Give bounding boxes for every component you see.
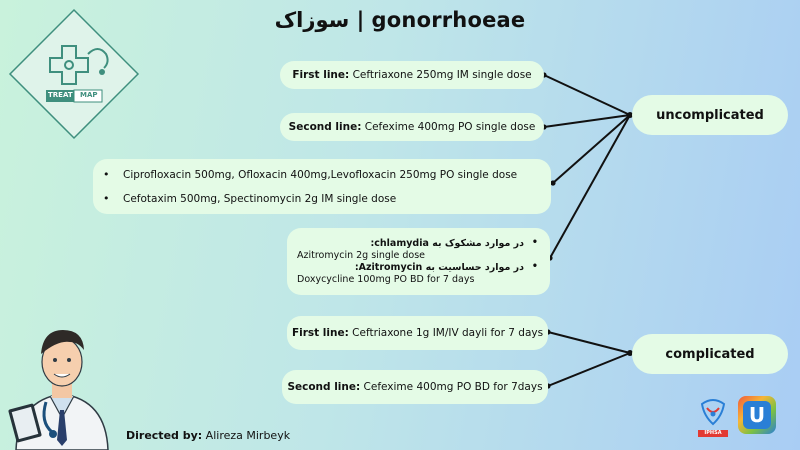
complicated-label: complicated <box>632 334 788 374</box>
first-line-label: First line: <box>292 69 350 81</box>
alternative-item: • Cefotaxim 500mg, Spectinomycin 2g IM single dose <box>123 193 396 205</box>
iphsa-logo-icon <box>698 398 728 426</box>
footer-credit <box>126 429 290 442</box>
treatmap-logo <box>8 8 140 140</box>
iphsa-label: IPHSA <box>698 430 728 437</box>
logo-diamond-icon <box>8 8 140 140</box>
chlamydia-heading: • در موارد مشکوک به chlamydia: <box>297 238 540 249</box>
connector-dot <box>550 180 555 185</box>
iphsa-badge <box>698 398 728 434</box>
logo-text-left: TREAT <box>48 91 73 99</box>
logo-text-right: MAP <box>80 91 98 99</box>
first-line-text: Ceftriaxone 250mg IM single dose <box>349 69 532 81</box>
connector-line <box>548 353 630 386</box>
uncomplicated-notes <box>287 228 550 295</box>
footer-label: Directed by: <box>126 429 203 442</box>
allergy-heading: • در موارد حساسیت به Azitromycin: <box>297 262 540 273</box>
complicated-first-line <box>287 316 548 350</box>
footer-author: Alireza Mirbeyk <box>202 429 291 442</box>
connector-line <box>544 75 630 115</box>
connector-line <box>553 115 630 183</box>
first-line-text: Ceftriaxone 1g IM/IV dayli for 7 days <box>348 327 544 339</box>
uncomplicated-alternatives <box>93 159 551 214</box>
page-title: سوزاک | gonorrhoeae <box>274 8 526 32</box>
uncomplicated-second-line <box>280 113 544 141</box>
doctor-illustration-icon <box>2 310 122 450</box>
connector-line <box>550 115 630 258</box>
connector-line <box>548 332 630 353</box>
uncomplicated-first-line <box>280 61 544 89</box>
uncomplicated-label: uncomplicated <box>632 95 788 135</box>
second-line-label: Second line: <box>287 381 361 393</box>
first-line-label: First line: <box>291 327 349 339</box>
second-line-text: Cefexime 400mg PO single dose <box>361 121 536 133</box>
allergy-text: Doxycycline 100mg PO BD for 7 days <box>297 274 475 285</box>
second-line-text: Cefexime 400mg PO BD for 7days <box>360 381 543 393</box>
alternative-item: • Ciprofloxacin 500mg, Ofloxacin 400mg,Levofloxacin 250mg PO single dose <box>123 169 517 181</box>
second-line-label: Second line: <box>288 121 362 133</box>
complicated-second-line <box>282 370 548 404</box>
u-badge <box>738 396 776 434</box>
chlamydia-text: Azitromycin 2g single dose <box>297 250 426 261</box>
u-badge-letter: U <box>748 403 766 427</box>
